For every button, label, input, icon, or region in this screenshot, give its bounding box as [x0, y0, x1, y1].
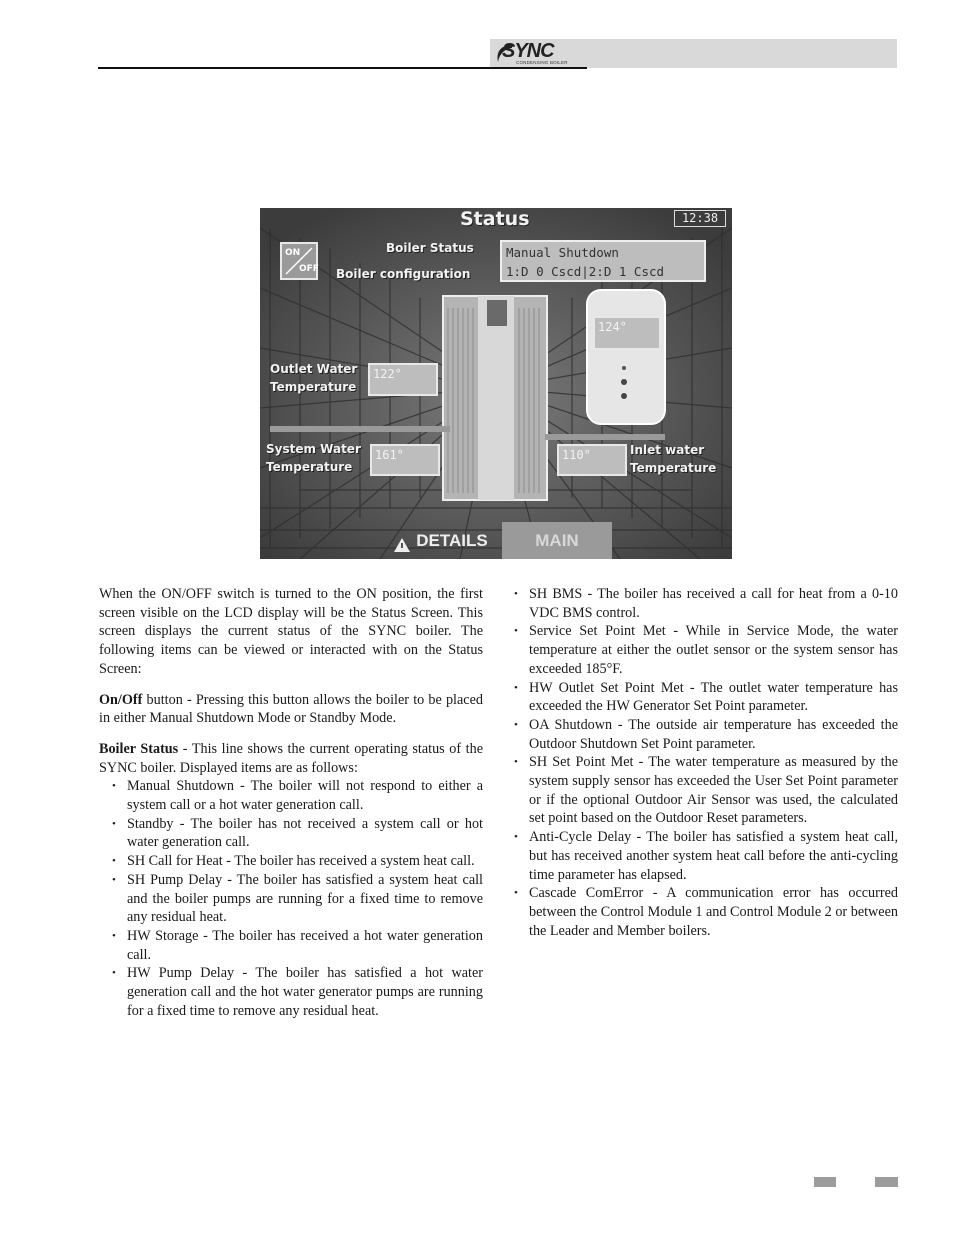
list-item: • SH Set Point Met - The water temperature as measured by the system supply sensor has exceeded the User Set Point parameter or if the optional Outdoor Air Sensor was used, the calculated set point based on the Outdoor Reset parameters. [514, 754, 898, 827]
list-item: • SH Call for Heat - The boiler has received a system heat call. [112, 853, 475, 870]
intro-paragraph: When the ON/OFF switch is turned to the ON position, the first screen visible on the LCD display will be the Status Screen. This screen displays the current status of the SYNC boiler. The following items can be viewed or interacted with on the Status Screen: [99, 586, 483, 677]
boiler-status-text: - This line shows the current operating status of the SYNC boiler. Displayed items are as follows: [99, 740, 483, 776]
right-column [501, 585, 898, 940]
list-item-text: HW Storage - The boiler has received a hot water generation call. [127, 927, 483, 963]
outlet-label-line2: Temperature [270, 380, 357, 394]
list-item-text: OA Shutdown - The outside air temperature has exceeded the Outdoor Shutdown Set Point parameter. [529, 716, 898, 752]
boiler-status-box [500, 240, 706, 282]
boiler-status-label: Boiler Status [386, 241, 474, 255]
clock-display: 12:38 [674, 210, 726, 227]
outlet-temp-field[interactable]: 122° [368, 363, 438, 396]
list-item: • HW Outlet Set Point Met - The outlet water temperature has exceeded the HW Generator Set Point parameter. [514, 679, 898, 715]
list-item: • Service Set Point Met - While in Service Mode, the water temperature at either the outlet sensor or the system sensor has exceeded 185°F. [514, 623, 898, 677]
list-item-text: Standby - The boiler has not received a system call or hot water generation call. [127, 815, 483, 851]
system-label-line1: System Water [266, 442, 361, 456]
list-item-text: Cascade ComError - A communication error has occurred between the Control Module 1 and Control Module 2 or between the Leader and Member boilers. [529, 885, 898, 939]
on-label: ON [285, 248, 301, 258]
list-item: • SH BMS - The boiler has received a call for heat from a 0-10 VDC BMS control. [514, 586, 898, 621]
list-item: • Anti-Cycle Delay - The boiler has satisfied a system heat call, but has received another system heat call before the anti-cycling time parameter has elapsed. [514, 829, 898, 883]
system-label-line2: Temperature [266, 460, 353, 474]
list-item-text: Manual Shutdown - The boiler will not respond to either a system call or a hot water generation call. [127, 778, 483, 814]
outlet-label-line1: Outlet Water [270, 362, 358, 376]
system-temp-label [266, 440, 361, 476]
status-item-list-continued [501, 585, 898, 940]
left-column [99, 585, 483, 1020]
list-item-text: Anti-Cycle Delay - The boiler has satisfied a system heat call, but has received another system heat call before the anti-cycling time parameter has elapsed. [529, 829, 898, 883]
footer-mark-left [814, 1177, 836, 1187]
on-off-button[interactable] [280, 242, 318, 280]
sync-logo [494, 40, 584, 68]
list-item-text: SH Set Point Met - The water temperature as measured by the system supply sensor has exceeded the User Set Point parameter or if the optional Outdoor Air Sensor was used, the calculated set point based on the Outdoor Reset parameters. [529, 754, 898, 827]
details-button[interactable]: DETAILS [416, 531, 488, 550]
list-item: • HW Pump Delay - The boiler has satisfied a hot water generation call and the hot water generator pumps are running for a fixed time to remove any residual heat. [112, 965, 483, 1019]
inlet-temp-label [630, 441, 716, 477]
onoff-text: button - Pressing this button allows the boiler to be placed in either Manual Shutdown Mode or Standby Mode. [99, 691, 483, 727]
onoff-term: On/Off [99, 691, 143, 708]
outlet-temp-label [270, 360, 357, 396]
status-line-2: 1:D 0 Cscd|2:D 1 Cscd [506, 264, 665, 279]
list-item: • Manual Shutdown - The boiler will not respond to either a system call or a hot water generation call. [112, 778, 483, 814]
status-line-1: Manual Shutdown [506, 245, 619, 260]
screen-title: Status [460, 208, 530, 230]
inlet-label-line1: Inlet water [630, 443, 705, 457]
inlet-temp-field[interactable]: 110° [557, 444, 627, 476]
tank-temp-field[interactable]: 124° [593, 316, 661, 350]
inlet-label-line2: Temperature [630, 461, 717, 475]
list-item-text: SH Call for Heat - The boiler has received a system heat call. [127, 853, 475, 870]
status-item-list [99, 777, 483, 1020]
onoff-paragraph [99, 691, 483, 728]
list-item-text: Service Set Point Met - While in Service Mode, the water temperature at either the outlet sensor or the system sensor has exceeded 185°F. [529, 623, 898, 677]
switch-slash-icon [282, 244, 316, 278]
boiler-status-paragraph [99, 740, 483, 777]
logo-text: SYNC [502, 40, 554, 62]
footer-mark-right [875, 1177, 898, 1187]
list-item-text: SH BMS - The boiler has received a call for heat from a 0-10 VDC BMS control. [529, 586, 898, 621]
boiler-status-term: Boiler Status [99, 740, 179, 757]
off-label: OFF [299, 264, 319, 274]
list-item: • OA Shutdown - The outside air temperature has exceeded the Outdoor Shutdown Set Point parameter. [514, 716, 898, 752]
list-item: • HW Storage - The boiler has received a hot water generation call. [112, 927, 483, 963]
list-item: • Cascade ComError - A communication error has occurred between the Control Module 1 and Control Module 2 or between the Leader and Member boilers. [514, 885, 898, 939]
logo-tagline: CONDENSING BOILER [516, 60, 568, 65]
status-screen-image [260, 208, 732, 559]
system-temp-field[interactable]: 161° [370, 444, 440, 476]
list-item-text: HW Pump Delay - The boiler has satisfied a hot water generation call and the hot water generator pumps are running for a fixed time to remove any residual heat. [127, 965, 483, 1019]
list-item: • SH Pump Delay - The boiler has satisfied a system heat call and the boiler pumps are running for a fixed time to remove any residual heat. [112, 871, 483, 926]
boiler-config-label: Boiler configuration [336, 267, 471, 281]
main-button[interactable]: MAIN [502, 522, 612, 559]
list-item: • Standby - The boiler has not received a system call or hot water generation call. [112, 815, 483, 851]
list-item-text: HW Outlet Set Point Met - The outlet water temperature has exceeded the HW Generator Set Point parameter. [529, 679, 898, 715]
list-item-text: SH Pump Delay - The boiler has satisfied a system heat call and the boiler pumps are running for a fixed time to remove any residual heat. [127, 871, 483, 926]
